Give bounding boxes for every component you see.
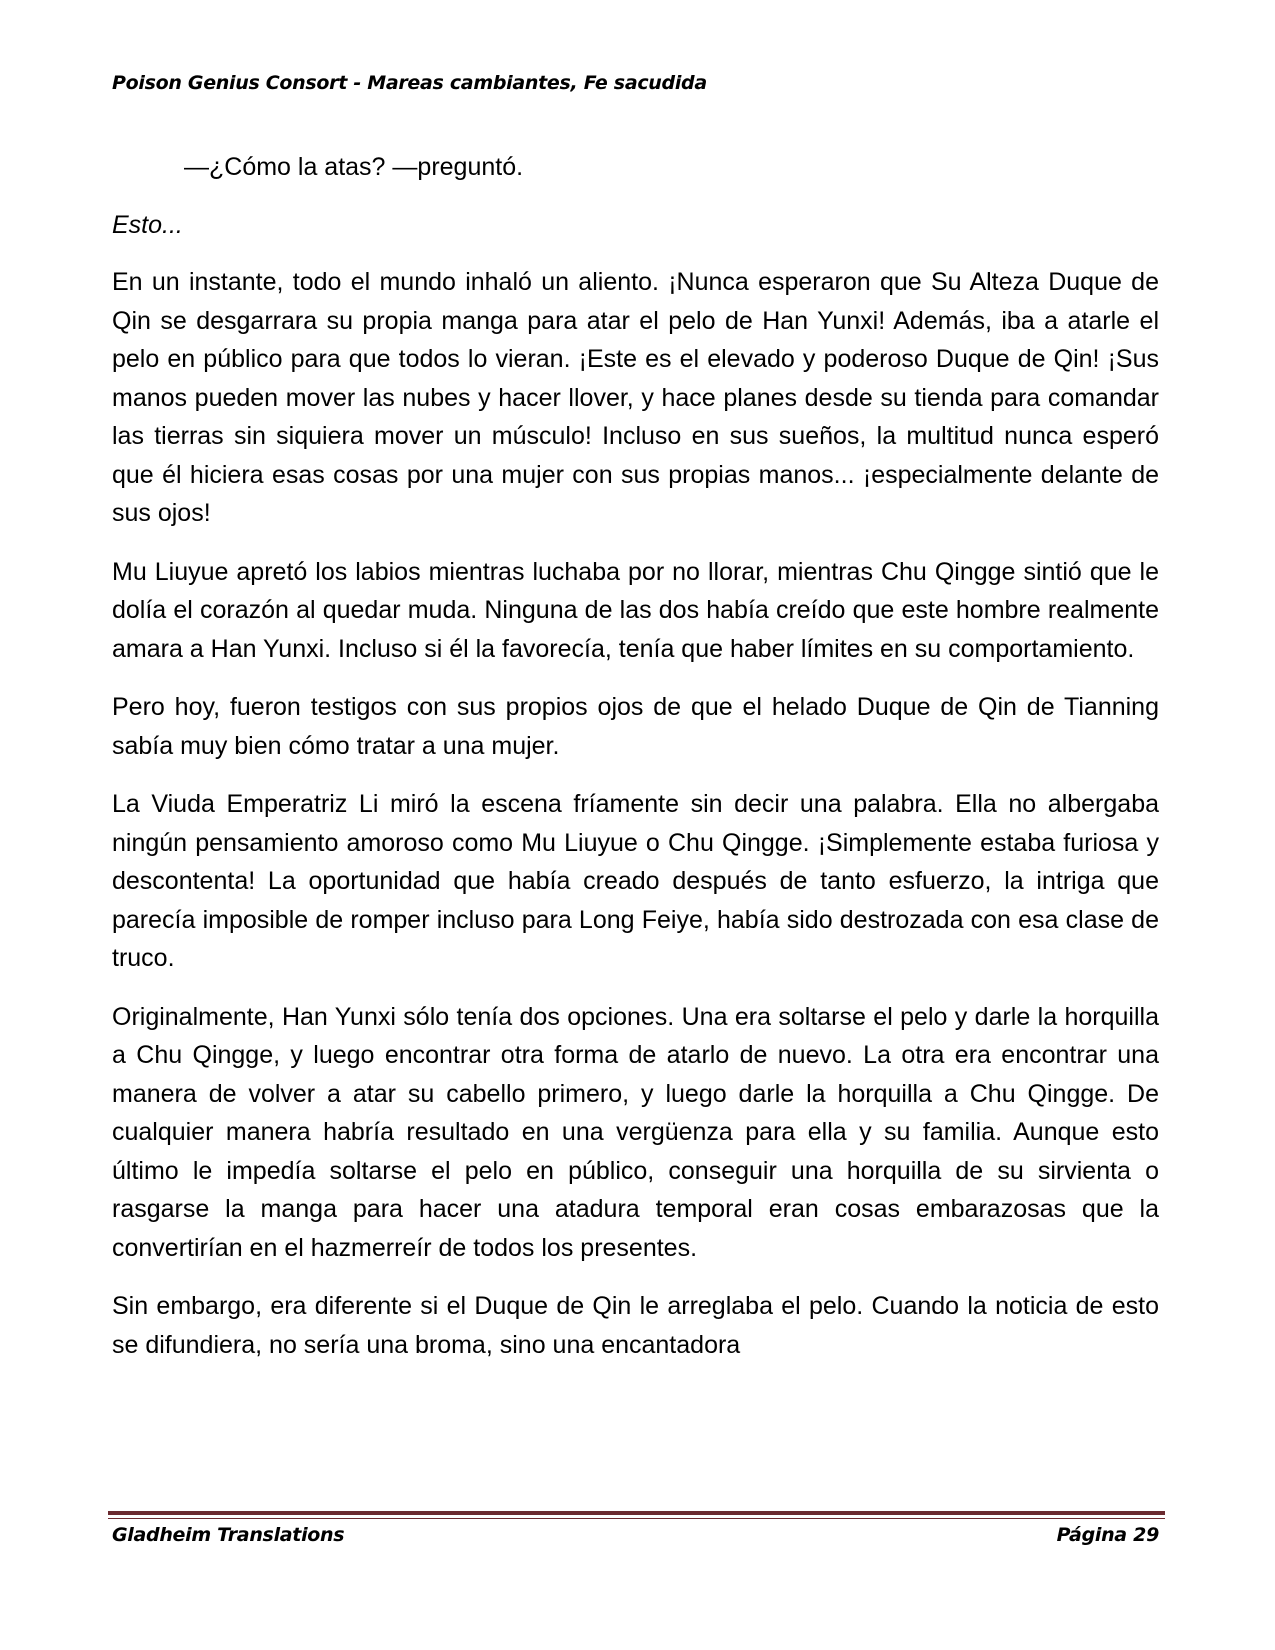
page-header: Poison Genius Consort - Mareas cambiantes, Fe sacudida xyxy=(112,72,707,94)
footer-divider xyxy=(108,1518,1165,1519)
page-number: Página 29 xyxy=(1056,1524,1159,1546)
paragraph: —¿Cómo la atas? —preguntó. xyxy=(184,153,524,181)
paragraph: Mu Liuyue apretó los labios mientras luchaba por no llorar, mientras Chu Qingge sintió que le dolía el corazón al quedar muda. Ninguna de las dos había creído que este hombre realmente amara a Han Yunxi. Incluso si él la favorecía, tenía que haber límites en su comportamiento. xyxy=(112,557,1159,663)
footer-publisher: Gladheim Translations xyxy=(112,1524,345,1546)
page-footer xyxy=(112,1524,1159,1546)
paragraph: Originalmente, Han Yunxi sólo tenía dos opciones. Una era soltarse el pelo y darle la horquilla a Chu Qingge, y luego encontrar otra forma de atarlo de nuevo. La otra era encontrar una manera de volver a atar su cabello primero, y luego darle la horquilla a Chu Qingge. De cualquier manera habría resultado en una vergüenza para ella y su familia. Aunque esto último le impedía soltarse el pelo en público, conseguir una horquilla de su sirvienta o rasgarse la manga para hacer una atadura temporal eran cosas embarazosas que la convertirían en el hazmerreír de todos los presentes. xyxy=(112,1002,1159,1262)
footer-divider xyxy=(108,1511,1165,1515)
paragraph: Sin embargo, era diferente si el Duque de Qin le arreglaba el pelo. Cuando la noticia de esto se difundiera, no sería una broma, sino una encantadora xyxy=(112,1292,1159,1359)
paragraph: Esto... xyxy=(112,210,183,239)
paragraph: Pero hoy, fueron testigos con sus propios ojos de que el helado Duque de Qin de Tianning sabía muy bien cómo tratar a una mujer. xyxy=(112,693,1159,760)
body-text xyxy=(112,148,1159,1384)
paragraph: En un instante, todo el mundo inhaló un aliento. ¡Nunca esperaron que Su Alteza Duque de Qin se desgarrara su propia manga para atar el pelo de Han Yunxi! Además, iba a atarle el pelo en público para que todos lo vieran. ¡Este es el elevado y poderoso Duque de Qin! ¡Sus manos pueden mover las nubes y hacer llover, y hace planes desde su tienda para comandar las tierras sin siquiera mover un músculo! Incluso en sus sueños, la multitud nunca esperó que él hiciera esas cosas por una mujer con sus propias manos... ¡especialmente delante de sus ojos! xyxy=(112,268,1159,527)
paragraph: La Viuda Emperatriz Li miró la escena fríamente sin decir una palabra. Ella no albergaba ningún pensamiento amoroso como Mu Liuyue o Chu Qingge. ¡Simplemente estaba furiosa y descontenta! La oportunidad que había creado después de tanto esfuerzo, la intriga que parecía imposible de romper incluso para Long Feiye, había sido destrozada con esa clase de truco. xyxy=(112,790,1159,972)
